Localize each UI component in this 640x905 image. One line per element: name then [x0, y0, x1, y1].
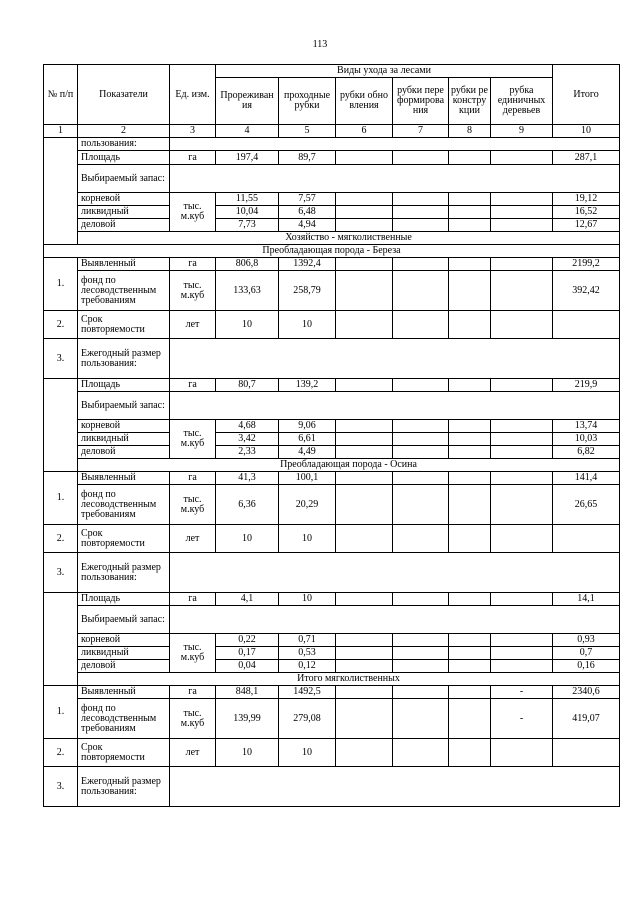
row-label: деловой [78, 219, 170, 232]
row-label: Ежегодный размер пользования: [78, 767, 170, 807]
table-row [44, 739, 620, 767]
empty-cell [170, 767, 620, 807]
header-reform: рубки переформирования [393, 78, 449, 125]
empty-cell [449, 660, 491, 673]
empty-cell [491, 379, 553, 392]
value-cell: 10 [216, 739, 279, 767]
empty-cell [553, 739, 620, 767]
value-cell: 10 [279, 739, 336, 767]
section-title: Преобладающая порода - Береза [44, 245, 620, 258]
empty-cell [449, 271, 491, 311]
section-title: Преобладающая порода - Осина [78, 459, 620, 472]
empty-cell [491, 258, 553, 271]
row-label: корневой [78, 193, 170, 206]
empty-cell [491, 219, 553, 232]
total-cell: 16,52 [553, 206, 620, 219]
table-row [44, 258, 620, 271]
empty-cell [336, 193, 393, 206]
total-cell: 0,7 [553, 647, 620, 660]
table-row [44, 446, 620, 459]
row-label: Площадь [78, 151, 170, 165]
total-cell: 219,9 [553, 379, 620, 392]
value-cell: 0,04 [216, 660, 279, 673]
table-row [44, 485, 620, 525]
empty-cell [491, 485, 553, 525]
table-row [44, 767, 620, 807]
unit-cell: лет [170, 739, 216, 767]
empty-cell [491, 660, 553, 673]
empty-cell [449, 311, 491, 339]
header-unit: Ед. изм. [170, 65, 216, 125]
unit-cell: га [170, 593, 216, 606]
empty-cell [393, 379, 449, 392]
empty-cell [44, 379, 78, 472]
row-number: 1. [44, 686, 78, 739]
section-title: Хозяйство - мягколиственные [78, 232, 620, 245]
empty-cell [491, 593, 553, 606]
value-cell: 6,36 [216, 485, 279, 525]
unit-cell: лет [170, 311, 216, 339]
empty-cell [336, 258, 393, 271]
value-cell: 139,99 [216, 699, 279, 739]
row-label: деловой [78, 446, 170, 459]
empty-cell [393, 446, 449, 459]
empty-cell [449, 379, 491, 392]
section-row [44, 245, 620, 258]
value-cell: 2,33 [216, 446, 279, 459]
value-cell: 11,55 [216, 193, 279, 206]
unit-cell: тыс. м.куб [170, 271, 216, 311]
header-numbers-row [44, 125, 620, 138]
empty-cell [336, 634, 393, 647]
empty-cell [336, 647, 393, 660]
empty-cell [553, 311, 620, 339]
table-row [44, 472, 620, 485]
section-title: Итого мягколиственных [78, 673, 620, 686]
empty-cell [449, 699, 491, 739]
value-cell: 0,22 [216, 634, 279, 647]
value-cell: 197,4 [216, 151, 279, 165]
empty-cell [44, 593, 78, 686]
empty-cell [336, 311, 393, 339]
row-label: Выявленный [78, 686, 170, 699]
row-label: Срок повторяемости [78, 311, 170, 339]
table-row [44, 660, 620, 673]
value-cell: 4,49 [279, 446, 336, 459]
row-number: 2. [44, 311, 78, 339]
empty-cell [491, 193, 553, 206]
value-cell: - [491, 699, 553, 739]
page-number: 113 [312, 39, 328, 50]
empty-cell [393, 593, 449, 606]
value-cell: 806,8 [216, 258, 279, 271]
unit-cell: га [170, 686, 216, 699]
empty-cell [336, 151, 393, 165]
table-row [44, 206, 620, 219]
empty-cell [336, 739, 393, 767]
row-number: 1. [44, 472, 78, 525]
empty-cell [393, 634, 449, 647]
value-cell: 0,53 [279, 647, 336, 660]
unit-cell: га [170, 151, 216, 165]
unit-cell: га [170, 472, 216, 485]
empty-cell [491, 472, 553, 485]
value-cell: 0,17 [216, 647, 279, 660]
unit-cell: тыс. м.куб [170, 634, 216, 673]
cell [44, 138, 78, 245]
unit-cell: га [170, 379, 216, 392]
value-cell: 3,42 [216, 433, 279, 446]
table-row [44, 271, 620, 311]
row-label: Выявленный [78, 258, 170, 271]
empty-cell [170, 553, 620, 593]
value-cell: 4,68 [216, 420, 279, 433]
table-row [44, 433, 620, 446]
unit-cell: тыс. м.куб [170, 193, 216, 232]
table-row [44, 339, 620, 379]
empty-cell [449, 472, 491, 485]
empty-cell [491, 311, 553, 339]
total-cell: 6,82 [553, 446, 620, 459]
empty-cell [393, 485, 449, 525]
empty-cell [491, 739, 553, 767]
header-total: Итого [553, 65, 620, 125]
col-number: 4 [216, 125, 279, 138]
table-row [44, 699, 620, 739]
empty-cell [336, 271, 393, 311]
col-number: 6 [336, 125, 393, 138]
total-cell: 287,1 [553, 151, 620, 165]
empty-cell [336, 485, 393, 525]
row-label: деловой [78, 660, 170, 673]
value-cell: 20,29 [279, 485, 336, 525]
row-label: Срок повторяемости [78, 739, 170, 767]
empty-cell [449, 433, 491, 446]
header-thinning: Прореживания [216, 78, 279, 125]
empty-cell [449, 446, 491, 459]
empty-cell [393, 660, 449, 673]
value-cell: 10 [216, 311, 279, 339]
total-cell: 2340,6 [553, 686, 620, 699]
empty-cell [449, 206, 491, 219]
row-label: Ежегодный размер пользования: [78, 339, 170, 379]
value-cell: 279,08 [279, 699, 336, 739]
empty-cell [491, 433, 553, 446]
col-number: 2 [78, 125, 170, 138]
empty-cell [393, 472, 449, 485]
empty-cell [336, 379, 393, 392]
row-label: Ежегодный размер пользования: [78, 553, 170, 593]
empty-cell [449, 219, 491, 232]
value-cell: 89,7 [279, 151, 336, 165]
table-row [44, 193, 620, 206]
empty-cell [336, 206, 393, 219]
col-number: 1 [44, 125, 78, 138]
row-number: 1. [44, 258, 78, 311]
header-single: рубка единичных деревьев [491, 78, 553, 125]
empty-cell [393, 647, 449, 660]
table-row [44, 379, 620, 392]
row-label: пользования: [78, 138, 170, 151]
total-cell: 14,1 [553, 593, 620, 606]
empty-cell [393, 151, 449, 165]
value-cell: 139,2 [279, 379, 336, 392]
value-cell: 0,12 [279, 660, 336, 673]
table-row [44, 219, 620, 232]
value-cell: 1392,4 [279, 258, 336, 271]
empty-cell [170, 392, 620, 420]
row-label: Выявленный [78, 472, 170, 485]
empty-cell [491, 446, 553, 459]
empty-cell [393, 219, 449, 232]
value-cell: 0,71 [279, 634, 336, 647]
empty-cell [393, 311, 449, 339]
total-cell: 10,03 [553, 433, 620, 446]
value-cell: 100,1 [279, 472, 336, 485]
header-group: Виды ухода за лесами [216, 65, 553, 78]
empty-cell [393, 686, 449, 699]
value-cell: 4,1 [216, 593, 279, 606]
table-row [44, 311, 620, 339]
header-reconstr: рубки реконструкции [449, 78, 491, 125]
value-cell: 1492,5 [279, 686, 336, 699]
row-label: ликвидный [78, 206, 170, 219]
value-cell: 10 [279, 593, 336, 606]
empty-cell [336, 686, 393, 699]
empty-cell [393, 258, 449, 271]
empty-cell [393, 193, 449, 206]
total-cell: 392,42 [553, 271, 620, 311]
header-renewal: рубки обновления [336, 78, 393, 125]
value-cell: 10,04 [216, 206, 279, 219]
row-number: 3. [44, 767, 78, 807]
empty-cell [491, 634, 553, 647]
total-cell: 13,74 [553, 420, 620, 433]
value-cell: 6,61 [279, 433, 336, 446]
col-number: 10 [553, 125, 620, 138]
empty-cell [449, 593, 491, 606]
empty-cell [449, 151, 491, 165]
col-number: 8 [449, 125, 491, 138]
value-cell: 10 [279, 525, 336, 553]
value-cell: 10 [279, 311, 336, 339]
empty-cell [336, 420, 393, 433]
value-cell: 6,48 [279, 206, 336, 219]
empty-cell [491, 647, 553, 660]
empty-cell [491, 271, 553, 311]
total-cell: 2199,2 [553, 258, 620, 271]
table-row [44, 593, 620, 606]
total-cell: 141,4 [553, 472, 620, 485]
unit-cell: тыс. м.куб [170, 699, 216, 739]
empty-cell [393, 699, 449, 739]
empty-cell [170, 339, 620, 379]
header-passing: проходные рубки [279, 78, 336, 125]
table-row [44, 606, 620, 634]
empty-cell [491, 525, 553, 553]
unit-cell: тыс. м.куб [170, 420, 216, 459]
empty-cell [393, 420, 449, 433]
header-indicator: Показатели [78, 65, 170, 125]
value-cell: 10 [216, 525, 279, 553]
empty-cell [336, 446, 393, 459]
section-row [44, 459, 620, 472]
empty-cell [393, 739, 449, 767]
row-label: Площадь [78, 593, 170, 606]
table-row [44, 420, 620, 433]
empty-cell [393, 525, 449, 553]
empty-cell [449, 525, 491, 553]
value-cell: 4,94 [279, 219, 336, 232]
value-cell: - [491, 686, 553, 699]
empty-cell [491, 206, 553, 219]
total-cell: 0,93 [553, 634, 620, 647]
row-number: 2. [44, 739, 78, 767]
value-cell: 41,3 [216, 472, 279, 485]
empty-cell [170, 165, 620, 193]
empty-cell [449, 193, 491, 206]
total-cell: 0,16 [553, 660, 620, 673]
unit-cell: лет [170, 525, 216, 553]
value-cell: 7,57 [279, 193, 336, 206]
empty-cell [553, 525, 620, 553]
row-label: фонд по лесоводственным требованиям [78, 699, 170, 739]
total-cell: 419,07 [553, 699, 620, 739]
cell [170, 138, 620, 151]
unit-cell: га [170, 258, 216, 271]
unit-cell: тыс. м.куб [170, 485, 216, 525]
table-row [44, 525, 620, 553]
table-row [44, 138, 620, 151]
col-number: 5 [279, 125, 336, 138]
col-number: 7 [393, 125, 449, 138]
empty-cell [393, 271, 449, 311]
row-label: корневой [78, 420, 170, 433]
value-cell: 133,63 [216, 271, 279, 311]
table-row [44, 392, 620, 420]
empty-cell [449, 258, 491, 271]
value-cell: 9,06 [279, 420, 336, 433]
empty-cell [449, 634, 491, 647]
table-row [44, 647, 620, 660]
total-cell: 26,65 [553, 485, 620, 525]
row-label: Выбираемый запас: [78, 392, 170, 420]
empty-cell [449, 420, 491, 433]
empty-cell [336, 593, 393, 606]
row-label: ликвидный [78, 647, 170, 660]
row-label: ликвидный [78, 433, 170, 446]
row-label: корневой [78, 634, 170, 647]
empty-cell [336, 525, 393, 553]
value-cell: 848,1 [216, 686, 279, 699]
empty-cell [449, 485, 491, 525]
empty-cell [449, 686, 491, 699]
total-cell: 19,12 [553, 193, 620, 206]
header-row-1 [44, 65, 620, 78]
row-number: 2. [44, 525, 78, 553]
empty-cell [491, 151, 553, 165]
row-number: 3. [44, 553, 78, 593]
empty-cell [336, 433, 393, 446]
value-cell: 7,73 [216, 219, 279, 232]
empty-cell [336, 472, 393, 485]
row-label: Площадь [78, 379, 170, 392]
empty-cell [449, 647, 491, 660]
empty-cell [393, 433, 449, 446]
table-row [44, 165, 620, 193]
empty-cell [449, 739, 491, 767]
empty-cell [336, 219, 393, 232]
empty-cell [393, 206, 449, 219]
section-row [44, 232, 620, 245]
row-label: Выбираемый запас: [78, 165, 170, 193]
row-label: фонд по лесоводственным требованиям [78, 485, 170, 525]
empty-cell [336, 699, 393, 739]
row-label: фонд по лесоводственным требованиям [78, 271, 170, 311]
table-row [44, 686, 620, 699]
col-number: 3 [170, 125, 216, 138]
total-cell: 12,67 [553, 219, 620, 232]
section-row [44, 673, 620, 686]
empty-cell [336, 660, 393, 673]
value-cell: 258,79 [279, 271, 336, 311]
forest-care-table [43, 64, 620, 807]
value-cell: 80,7 [216, 379, 279, 392]
empty-cell [491, 420, 553, 433]
row-number: 3. [44, 339, 78, 379]
table-row [44, 151, 620, 165]
col-number: 9 [491, 125, 553, 138]
table-row [44, 634, 620, 647]
row-label: Выбираемый запас: [78, 606, 170, 634]
header-num: № п/п [44, 65, 78, 125]
empty-cell [170, 606, 620, 634]
table-row [44, 553, 620, 593]
row-label: Срок повторяемости [78, 525, 170, 553]
